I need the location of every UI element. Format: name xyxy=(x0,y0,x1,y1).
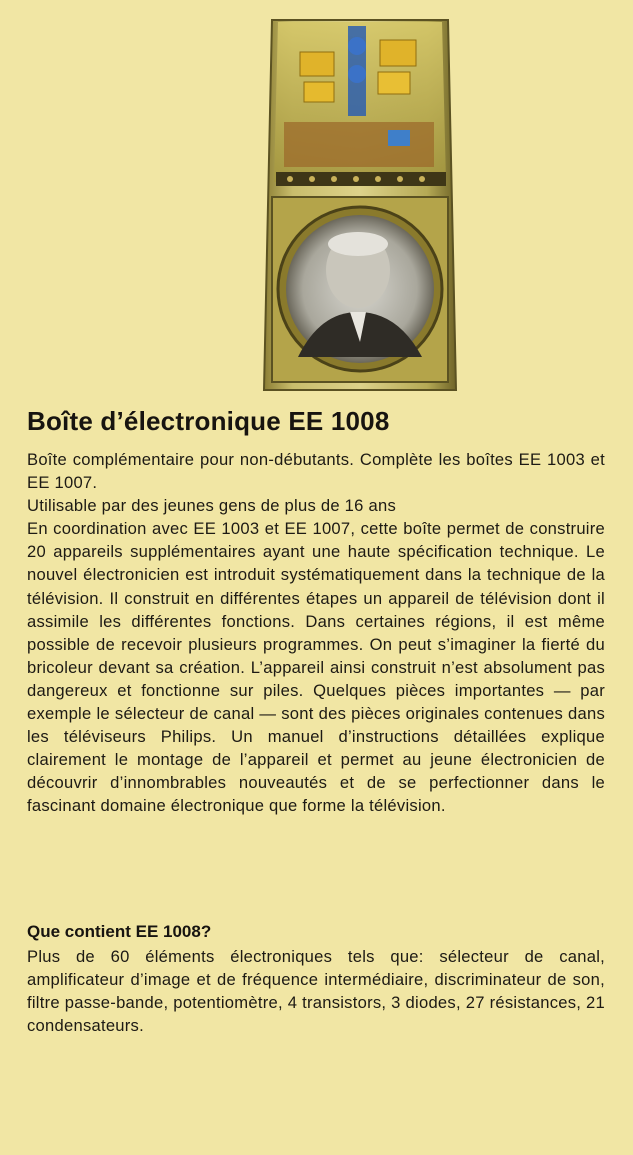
product-title: Boîte d’électronique EE 1008 xyxy=(27,406,390,436)
contents-text: Plus de 60 éléments électroniques tels que: sélecteur de canal, amplificateur d’image et de fréquence intermédiaire, discriminateur de son, filtre passe-bande, potentiomètre, 4 transistors, 3 diodes, 27 résistances, 21 condensateurs. xyxy=(27,947,605,1036)
product-photo xyxy=(260,12,460,397)
blue-knob xyxy=(348,65,366,83)
yellow-component xyxy=(300,52,334,76)
yellow-component xyxy=(304,82,334,102)
intro-paragraph: Boîte complémentaire pour non-débutants. Complète les boîtes EE 1003 et EE 1007. xyxy=(27,450,605,493)
blue-knob xyxy=(348,37,366,55)
yellow-component xyxy=(378,72,410,94)
yellow-component xyxy=(380,40,416,66)
capacitor xyxy=(388,130,410,146)
details-paragraph: En coordination avec EE 1003 et EE 1007, cette boîte permet de construire 20 appareils supplémentaires ayant une haute spécification technique. Le nouvel électronicien est introduit systématiquement dans la technique de la télévision. Il construit en différentes étapes un appareil de télévision dont il assimile les différentes fonctions. Dans certaines régions, il est même possible de recevoir plusieurs programmes. On peut s’imaginer la fierté du bricoleur devant sa création. L’appareil ainsi construit n’est absolument pas dangereux et fonctionne sur piles. Quelques pièces importantes — par exemple le sélecteur de canal — sont des pièces originales contenues dans les téléviseurs Philips. Un manuel d’instructions détaillées explique clairement le montage de l’appareil et permet au jeune électronicien de découvrir d’innombrables nouveautés et de se perfectionner dans le fascinant domaine électronique que forme la télévision. xyxy=(27,519,605,816)
board-strip xyxy=(284,122,434,167)
tv-kit-illustration xyxy=(260,12,460,397)
contents-heading: Que contient EE 1008? xyxy=(27,922,212,941)
product-description xyxy=(27,448,605,818)
age-paragraph: Utilisable par des jeunes gens de plus de 16 ans xyxy=(27,496,397,516)
